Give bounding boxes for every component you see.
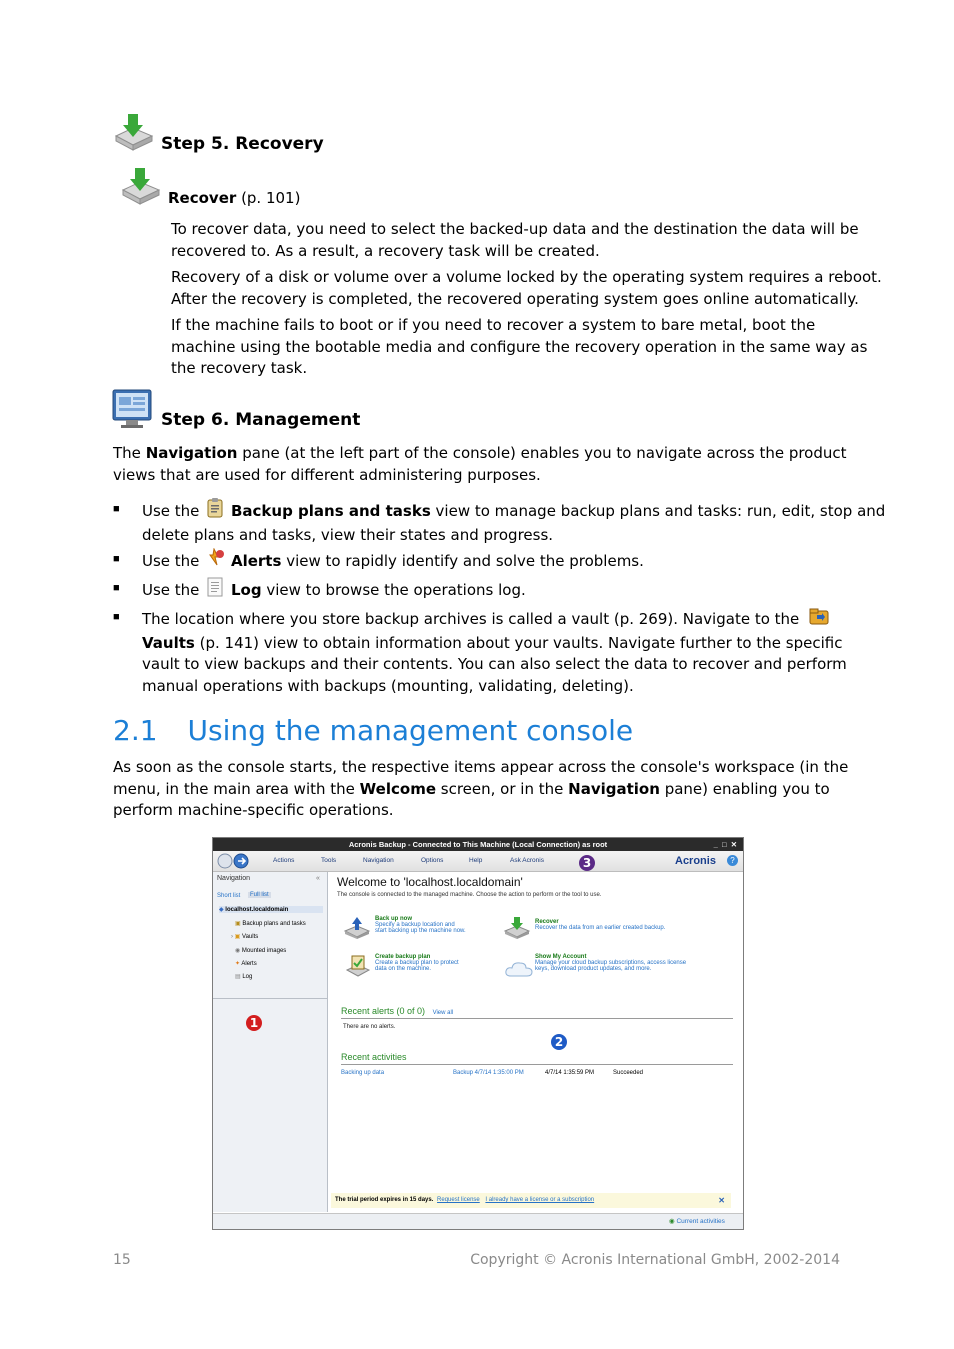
clipboard-icon: ▣ [235, 921, 241, 927]
nav-title: Navigation [217, 875, 251, 882]
callout-badge-1: 1 [246, 1015, 262, 1031]
welcome-main-area [329, 872, 742, 1212]
recovery-step-icon [112, 112, 154, 157]
bullet-marker: ■ [113, 611, 120, 623]
console-screenshot [212, 837, 744, 1230]
tab-full-list[interactable]: Full list [250, 892, 269, 898]
back-forward-buttons[interactable] [217, 853, 253, 871]
activity-icon: ◉ [669, 1218, 675, 1225]
bullet-alerts: Use the Alerts view to rapidly identify and solve the problems. [142, 548, 644, 575]
recover-icon [503, 916, 531, 945]
nav-item-mounted-images[interactable]: ◉ Mounted images [235, 948, 287, 954]
recent-activities-heading: Recent activities [341, 1052, 407, 1062]
help-icon[interactable]: ? [727, 855, 738, 866]
log-icon: ▤ [235, 974, 241, 980]
nav-item-vaults[interactable]: › ▣ Vaults [231, 934, 259, 940]
recent-alerts-heading: Recent alerts (0 of 0) View all [341, 1006, 454, 1016]
vaults-icon [808, 606, 830, 633]
copyright: Copyright © Acronis International GmbH, 2002-2014 [470, 1252, 840, 1268]
action-show-my-account[interactable]: Show My Account Manage your cloud backup subscriptions, access license keys, download product updates, and more. [535, 954, 687, 972]
activities-divider [341, 1064, 733, 1065]
action-back-up-now[interactable]: Back up now Specify a backup location and start backing up the machine now. [375, 916, 466, 934]
menu-help[interactable]: Help [469, 857, 483, 864]
activity-plan[interactable]: Backup 4/7/14 1:35:00 PM [453, 1070, 524, 1076]
welcome-title: Welcome to 'localhost.localdomain' [337, 875, 523, 889]
bullet-marker: ■ [113, 553, 120, 565]
management-monitor-icon [112, 389, 154, 434]
backup-now-icon [343, 916, 371, 945]
alerts-divider [341, 1018, 733, 1019]
status-bar [213, 1213, 743, 1230]
activity-time: 4/7/14 1:35:59 PM [545, 1070, 595, 1076]
menu-actions[interactable]: Actions [273, 857, 295, 864]
step5-paragraph-3: If the machine fails to boot or if you need to recover a system to bare metal, boot the machine using the bootable media and configure the recovery operation in the same way as the recovery task. [171, 316, 868, 377]
menu-navigation[interactable]: Navigation [363, 857, 394, 864]
tab-short-list[interactable]: Short list [217, 893, 241, 899]
activity-name[interactable]: Backing up data [341, 1070, 385, 1076]
nav-divider [213, 998, 327, 999]
console-toolbar [213, 851, 743, 872]
bullet-marker: ■ [113, 503, 120, 515]
current-activities-link[interactable]: ◉ Current activities [669, 1218, 725, 1225]
menu-tools[interactable]: Tools [321, 857, 337, 864]
step5-paragraph-2: Recovery of a disk or volume over a volume locked by the operating system requires a reboot. After the recovery is completed, the recovered operating system goes online automatically. [171, 268, 882, 308]
clipboard-icon [204, 498, 226, 525]
window-titlebar: Acronis Backup - Connected to This Machine (Local Connection) as root _ □ ✕ [213, 838, 743, 851]
action-create-backup-plan[interactable]: Create backup plan Create a backup plan to protect data on the machine. [375, 954, 459, 972]
menu-ask-acronis[interactable]: Ask Acronis [510, 857, 544, 864]
close-icon[interactable]: ✕ [718, 1196, 725, 1205]
bullet-marker: ■ [113, 582, 120, 594]
trial-notice-bar: The trial period expires in 15 days. Request license I already have a license or a subscription ✕ [331, 1193, 731, 1208]
recover-link[interactable]: Recover (p. 101) [168, 189, 301, 207]
step5-title: Step 5. Recovery [161, 134, 324, 154]
acronis-logo: Acronis [675, 855, 716, 867]
alerts-icon: ✦ [235, 961, 241, 967]
view-all-link[interactable]: View all [432, 1010, 454, 1016]
bullet-log: Use the Log view to browse the operations log. [142, 577, 526, 604]
step6-title: Step 6. Management [161, 410, 361, 430]
activity-status: Succeeded [613, 1070, 644, 1076]
cloud-icon [505, 960, 533, 983]
create-plan-icon [345, 954, 371, 983]
no-alerts-text: There are no alerts. [343, 1024, 396, 1030]
bullet-vaults: The location where you store backup archives is called a vault (p. 269). Navigate to the Vaults (p. 141) view to obtain information about your vaults. Navigate further to the specific vault to view backups and their contents. You can also select the data to recover and perform manual operations with backups (mounting, validating, deleting). [142, 606, 862, 697]
have-license-link[interactable]: I already have a license or a subscription [485, 1197, 595, 1203]
nav-item-alerts[interactable]: ✦ Alerts [235, 961, 257, 967]
callout-badge-3: 3 [579, 855, 595, 871]
bullet-backup-plans: Use the Backup plans and tasks view to manage backup plans and tasks: run, edit, stop and delete plans and tasks, view their states and progress. [142, 498, 885, 546]
page-number: 15 [113, 1252, 131, 1268]
welcome-subtitle: The console is connected to the managed machine. Choose the action to perform or the tool to use. [337, 892, 602, 898]
vaults-icon: ▣ [234, 934, 241, 940]
section-number: 2.1 [113, 714, 158, 747]
alerts-icon [204, 548, 226, 575]
section-heading [113, 714, 633, 747]
nav-collapse[interactable]: « [316, 875, 320, 882]
section-title: Using the management console [187, 714, 634, 747]
recover-icon [119, 166, 161, 211]
step5-paragraph-1: To recover data, you need to select the backed-up data and the destination the data will be recovered to. As a result, a recovery task will be created. [171, 220, 859, 260]
machine-icon: ◆ [219, 907, 224, 913]
chevron-right-icon: › [231, 934, 233, 940]
window-controls[interactable]: _ □ ✕ [713, 840, 737, 849]
disk-icon: ◉ [235, 948, 241, 954]
nav-item-log[interactable]: ▤ Log [235, 974, 253, 980]
callout-badge-2: 2 [551, 1034, 567, 1050]
request-license-link[interactable]: Request license [437, 1197, 480, 1203]
nav-item-backup-plans[interactable]: ▣ Backup plans and tasks [235, 921, 306, 927]
action-recover[interactable]: Recover Recover the data from an earlier created backup. [535, 919, 666, 931]
log-icon [204, 577, 226, 604]
section-paragraph: As soon as the console starts, the respective items appear across the console's workspace (in the menu, in the main area with the Welcome screen, or in the Navigation pane) enabling you to perform machine-specific operations. [113, 758, 849, 819]
navigation-pane [213, 872, 328, 1212]
menu-options[interactable]: Options [421, 857, 444, 864]
nav-tree-root[interactable]: ◆ localhost.localdomain [219, 906, 323, 913]
step6-intro: The Navigation pane (at the left part of the console) enables you to navigate across the product views that are used for different administering purposes. [113, 444, 847, 484]
